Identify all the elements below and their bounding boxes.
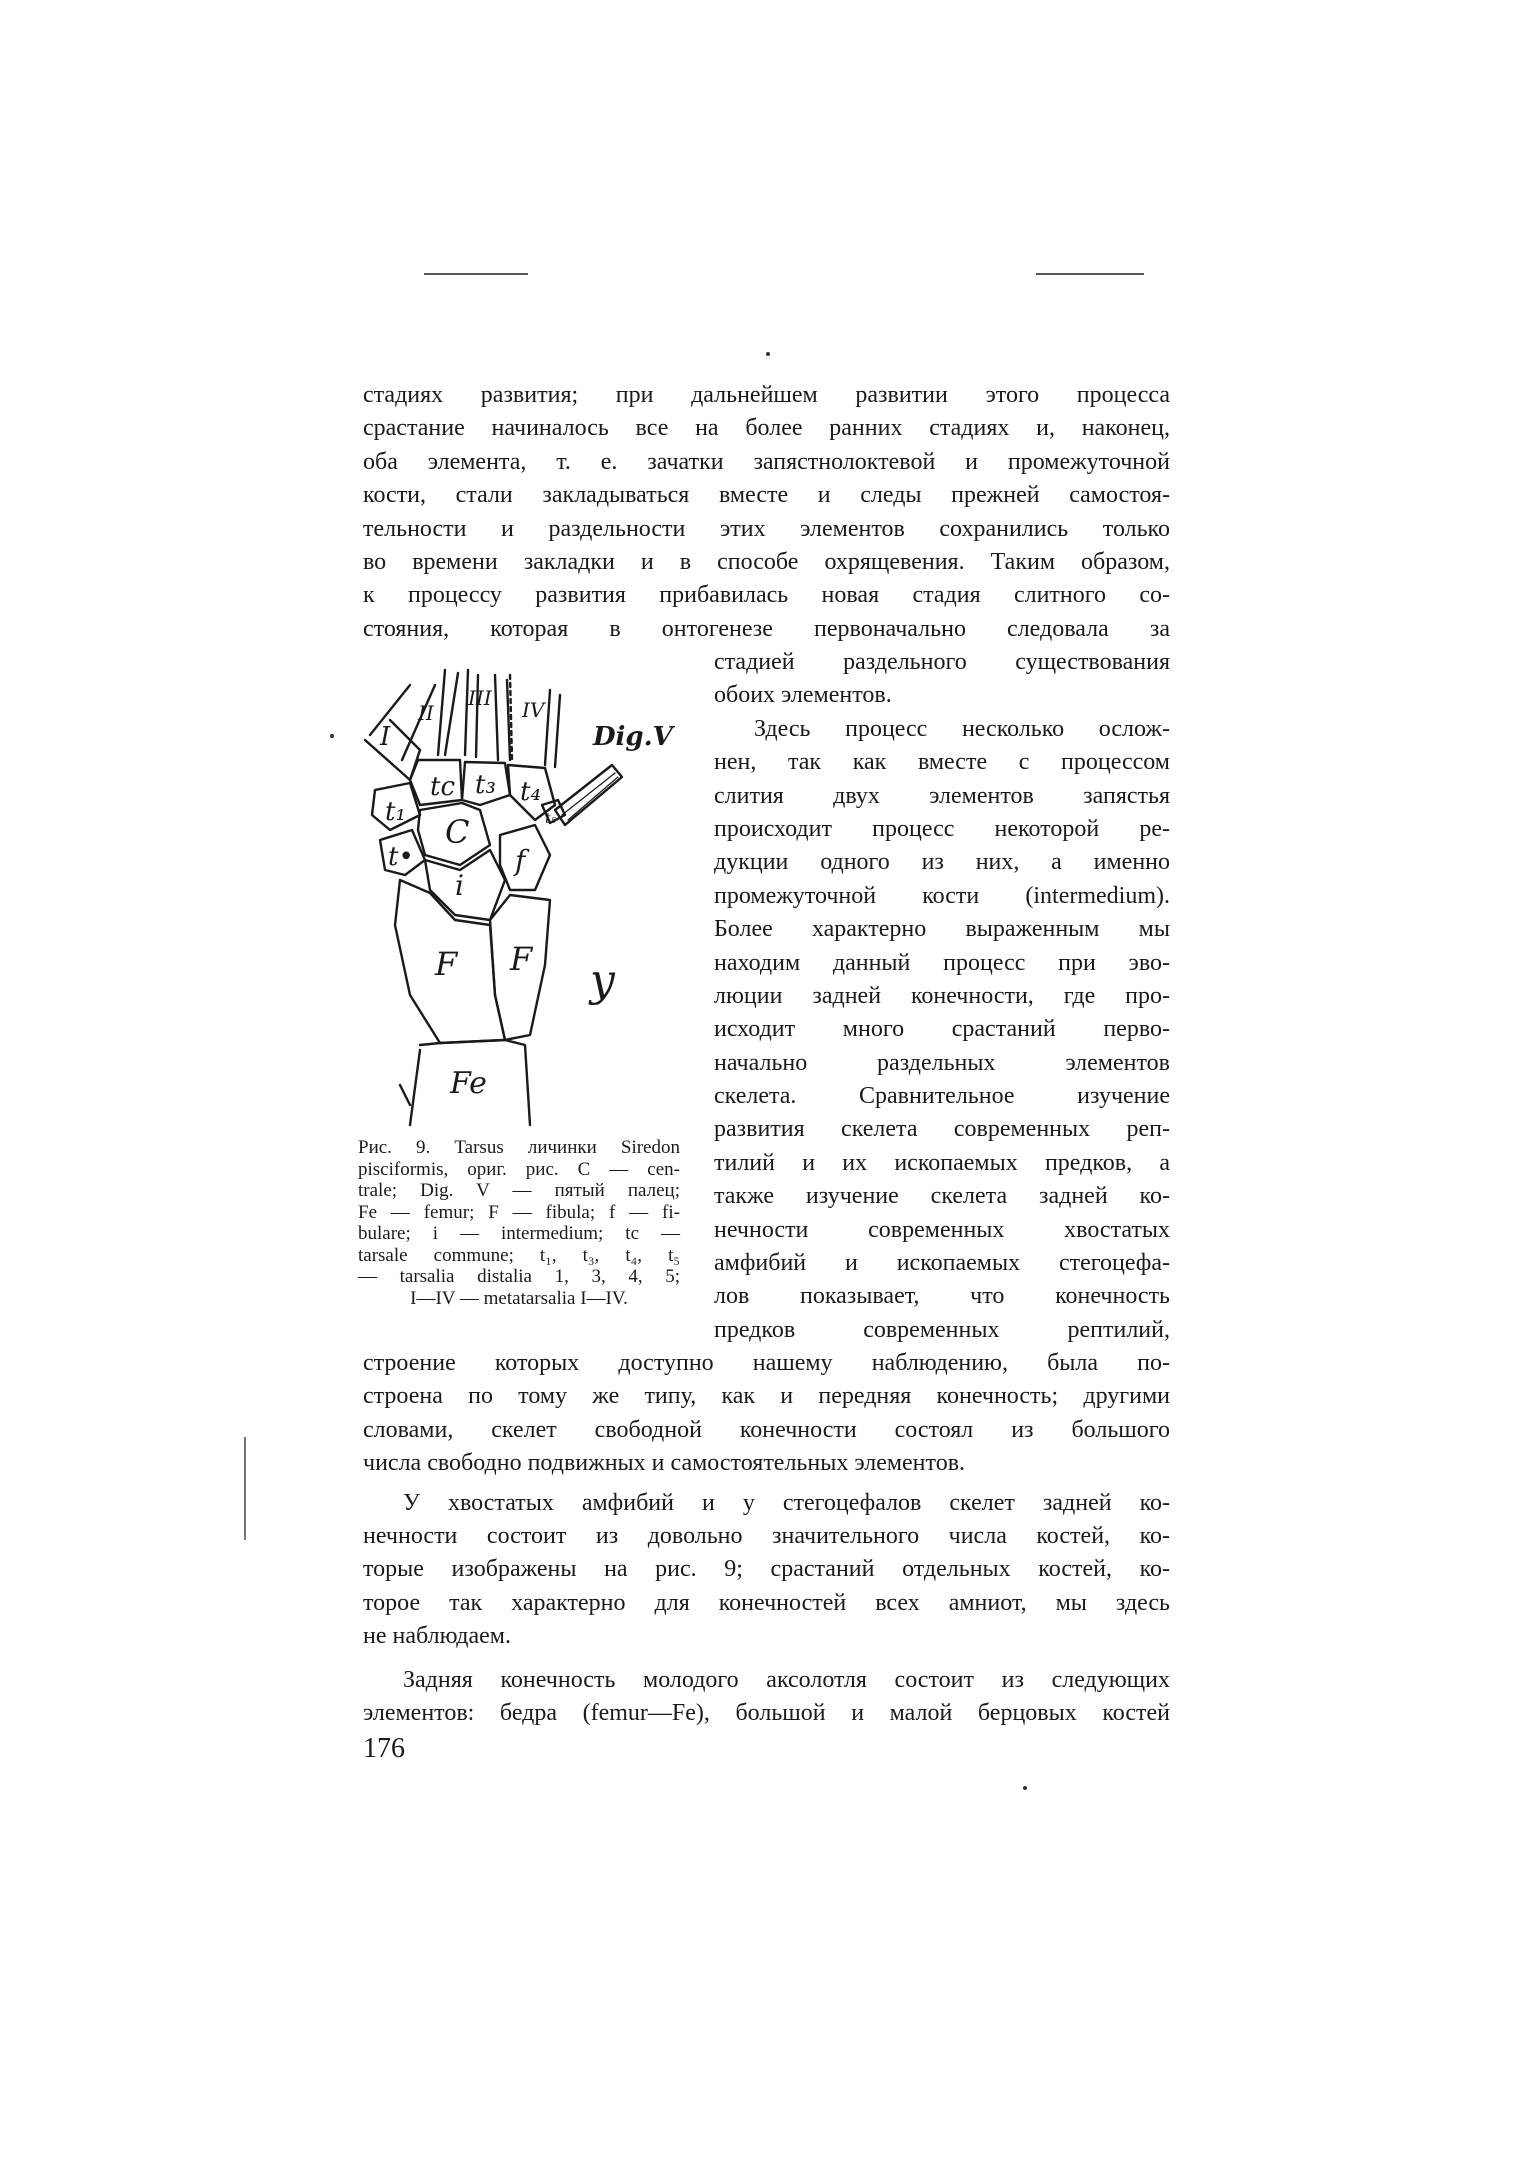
label-t1: t₁	[385, 797, 406, 827]
label-t4: t₄	[520, 777, 541, 807]
page-number: 176	[363, 1733, 405, 1764]
label-I: I	[380, 722, 391, 752]
label-tc: tc	[430, 772, 456, 802]
text-line: находим данный процесс при эво-	[714, 949, 1170, 976]
label-t5: t₅	[545, 811, 557, 827]
speck	[330, 734, 334, 738]
text-line: торое так характерно для конечностей всех амниот, мы здесь	[363, 1589, 1170, 1616]
figure-tarsus	[350, 665, 690, 1135]
text-line: происходит процесс некоторой ре-	[714, 815, 1170, 842]
caption-line: pisciformis, ориг. рис. C — cen-	[358, 1158, 680, 1180]
label-C: C	[445, 813, 470, 851]
text-line: обоих элементов.	[714, 682, 892, 709]
caption-line: trale; Dig. V — пятый палец;	[358, 1180, 680, 1201]
header-rule-right	[1036, 273, 1144, 275]
label-F-right: F	[510, 940, 533, 978]
caption-line: Fe — femur; F — fibula; f — fi-	[358, 1201, 680, 1223]
text-line: нен, так как вместе с процессом	[714, 749, 1170, 776]
text-line: торые изображены на рис. 9; срастаний отдельных костей, ко-	[363, 1556, 1170, 1583]
text-line: скелета. Сравнительное изучение	[714, 1083, 1170, 1110]
text-line: срастание начиналось все на более ранних стадиях и, наконец,	[363, 415, 1170, 442]
text-line: стояния, которая в онтогенезе первоначально следовала за	[363, 615, 1170, 642]
text-line: слития двух элементов запястья	[714, 782, 1170, 809]
text-line: нечности состоит из довольно значительного числа костей, ко-	[363, 1522, 1170, 1549]
text-line: предков современных рептилий,	[714, 1316, 1170, 1343]
caption-line: bulare; i — intermedium; tc —	[358, 1223, 680, 1244]
text-line: тилий и их ископаемых предков, а	[714, 1149, 1170, 1176]
text-line: амфибий и ископаемых стегоцефа-	[714, 1250, 1170, 1277]
text-line: Задняя конечность молодого аксолотля состоит из следующих	[403, 1666, 1170, 1693]
label-i: i	[455, 869, 464, 902]
label-f: f	[515, 844, 526, 877]
tarsus-drawing	[350, 665, 690, 1135]
label-Fe: Fe	[450, 1066, 487, 1101]
text-line: лов показывает, что конечность	[714, 1283, 1170, 1310]
text-line: также изучение скелета задней ко-	[714, 1183, 1170, 1210]
margin-mark	[244, 1437, 246, 1540]
text-line: нечности современных хвостатых	[714, 1216, 1170, 1243]
text-line: исходит много срастаний перво-	[714, 1016, 1170, 1043]
text-line: словами, скелет свободной конечности состоял из большого	[363, 1416, 1170, 1443]
figure-caption	[358, 1137, 680, 1309]
text-line: У хвостатых амфибий и у стегоцефалов скелет задней ко-	[403, 1489, 1170, 1516]
caption-line: I—IV — metatarsalia I—IV.	[410, 1287, 628, 1309]
text-line: стадиях развития; при дальнейшем развитии этого процесса	[363, 382, 1170, 408]
text-line: к процессу развития прибавилась новая стадия слитного со-	[363, 582, 1170, 609]
label-III: III	[468, 686, 492, 710]
label-t3: t₃	[475, 770, 496, 800]
label-t-prime: t•	[388, 842, 414, 872]
text-line: промежуточной кости (intermedium).	[714, 882, 1170, 909]
text-line: дукции одного из них, а именно	[714, 849, 1170, 876]
text-line: элементов: бедра (femur—Fe), большой и малой берцовых костей	[363, 1699, 1170, 1726]
header-rule-left	[424, 273, 528, 275]
text-line: тельности и раздельности этих элементов сохранились только	[363, 515, 1170, 542]
text-line: во времени закладки и в способе охрящевения. Таким образом,	[363, 548, 1170, 575]
top-paragraph	[363, 379, 1170, 646]
caption-line: — tarsalia distalia 1, 3, 4, 5;	[358, 1266, 680, 1287]
text-line: числа свободно подвижных и самостоятельных элементов.	[363, 1450, 966, 1477]
text-line: стадией раздельного существования	[714, 649, 1170, 675]
text-line: развития скелета современных реп-	[714, 1116, 1170, 1143]
caption-line: Рис. 9. Tarsus личинки Siredon	[358, 1137, 680, 1158]
speck	[1023, 1786, 1027, 1790]
speck	[766, 352, 770, 356]
text-line: строение которых доступно нашему наблюдению, была по-	[363, 1350, 1170, 1376]
label-y: y	[590, 955, 615, 1006]
text-line: начально раздельных элементов	[714, 1049, 1170, 1076]
bottom-paragraphs	[363, 1347, 1170, 1730]
text-line: оба элемента, т. е. зачатки запястнолоктевой и промежуточной	[363, 448, 1170, 475]
text-line: Здесь процесс несколько ослож-	[754, 715, 1170, 742]
text-line: Более характерно выраженным мы	[714, 916, 1170, 943]
text-line: кости, стали закладываться вместе и следы прежней самостоя-	[363, 482, 1170, 509]
text-line: строена по тому же типу, как и передняя конечность; другими	[363, 1383, 1170, 1410]
text-line: не наблюдаем.	[363, 1623, 511, 1650]
label-II: II	[418, 701, 434, 725]
label-F-left: F	[435, 945, 458, 983]
right-column-paragraph	[714, 646, 1170, 1347]
caption-line: tarsale commune; t₁, t₃, t₄, t₅	[358, 1244, 680, 1266]
text-line: люции задней конечности, где про-	[714, 982, 1170, 1009]
label-dig-v: Dig.V	[593, 722, 673, 752]
label-IV: IV	[522, 698, 545, 722]
